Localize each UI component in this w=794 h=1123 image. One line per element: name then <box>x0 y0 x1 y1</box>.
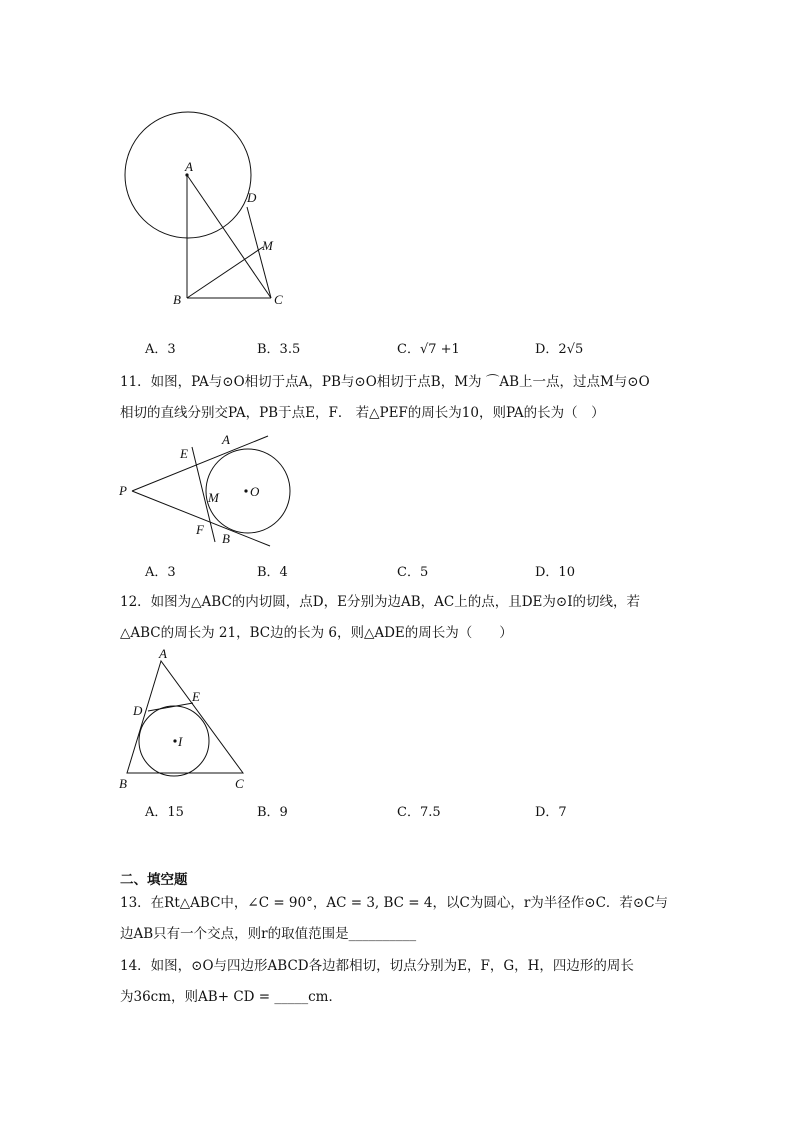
q11-option-a[interactable]: A．3 <box>145 565 176 580</box>
q11-text-line1: 11．如图，PA与⊙O相切于点A，PB与⊙O相切于点B，M为 ⌒AB上一点，过点M与⊙O <box>120 374 650 390</box>
q10-option-a[interactable]: A．3 <box>145 342 176 357</box>
q12-label-e: E <box>192 689 200 704</box>
q11-label-f: F <box>196 522 204 537</box>
q11-tangent-pb <box>132 491 270 546</box>
q10-option-b[interactable]: B．3.5 <box>257 342 301 357</box>
q10-segment-bm <box>187 247 263 298</box>
q10-option-c[interactable]: C．√7 +1 <box>397 342 460 357</box>
q11-label-b: B <box>222 531 230 546</box>
q13-text-line1: 13．在Rt△ABC中，∠C = 90°，AC = 3, BC = 4，以C为圆心，r为半径作⊙C．若⊙C与 <box>120 895 669 911</box>
q12-option-d[interactable]: D．7 <box>535 805 567 820</box>
q12-tangent-de <box>148 703 193 711</box>
q10-figure <box>115 105 300 315</box>
q11-label-e: E <box>180 446 188 461</box>
q12-text-line1: 12．如图为△ABC的内切圆，点D，E分别为边AB，AC上的点，且DE为⊙I的切线，若 <box>120 594 641 610</box>
q11-label-a: A <box>222 432 230 447</box>
q11-options <box>145 561 705 581</box>
q11-point-o <box>244 489 247 492</box>
q11-label-m: M <box>208 490 219 505</box>
q12-options <box>145 801 705 821</box>
q13-text-line2: 边AB只有一个交点，则r的取值范围是__________ <box>120 926 417 942</box>
q11-text-line2: 相切的直线分别交PA，PB于点E，F． 若△PEF的周长为10，则PA的长为（ ） <box>120 405 605 421</box>
q11-tangent-pa <box>132 436 268 491</box>
q11-option-d[interactable]: D．10 <box>535 565 575 580</box>
q12-label-d: D <box>133 703 143 718</box>
q14-text-line2: 为36cm，则AB+ CD = _____cm． <box>120 989 342 1005</box>
q12-label-c: C <box>235 776 244 791</box>
q10-options <box>145 338 705 358</box>
section-heading-fill-blank: 二、填空题 <box>120 872 188 888</box>
q12-label-i: I <box>178 734 183 749</box>
q11-label-p: P <box>119 483 127 498</box>
q12-point-i <box>173 739 176 742</box>
q11-option-b[interactable]: B．4 <box>257 565 288 580</box>
q11-figure <box>115 430 290 550</box>
q12-label-a: A <box>159 646 167 661</box>
q10-label-c: C <box>274 292 283 307</box>
q12-option-c[interactable]: C．7.5 <box>397 805 441 820</box>
q10-label-m: M <box>262 238 273 253</box>
q12-triangle-abc <box>127 661 243 773</box>
q12-label-b: B <box>119 776 127 791</box>
q11-option-c[interactable]: C．5 <box>397 565 429 580</box>
q10-label-d: D <box>247 190 257 205</box>
q12-option-a[interactable]: A．15 <box>145 805 184 820</box>
q14-text-line1: 14．如图，⊙O与四边形ABCD各边都相切，切点分别为E，F，G，H，四边形的周长 <box>120 958 634 974</box>
q11-label-o: O <box>250 484 260 499</box>
q10-label-a: A <box>185 159 193 174</box>
q10-option-d[interactable]: D．2√5 <box>535 342 584 357</box>
q12-text-line2: △ABC的周长为 21，BC边的长为 6，则△ADE的周长为（ ） <box>120 625 513 641</box>
q12-option-b[interactable]: B．9 <box>257 805 288 820</box>
q12-figure <box>115 645 255 795</box>
q10-label-b: B <box>173 292 181 307</box>
